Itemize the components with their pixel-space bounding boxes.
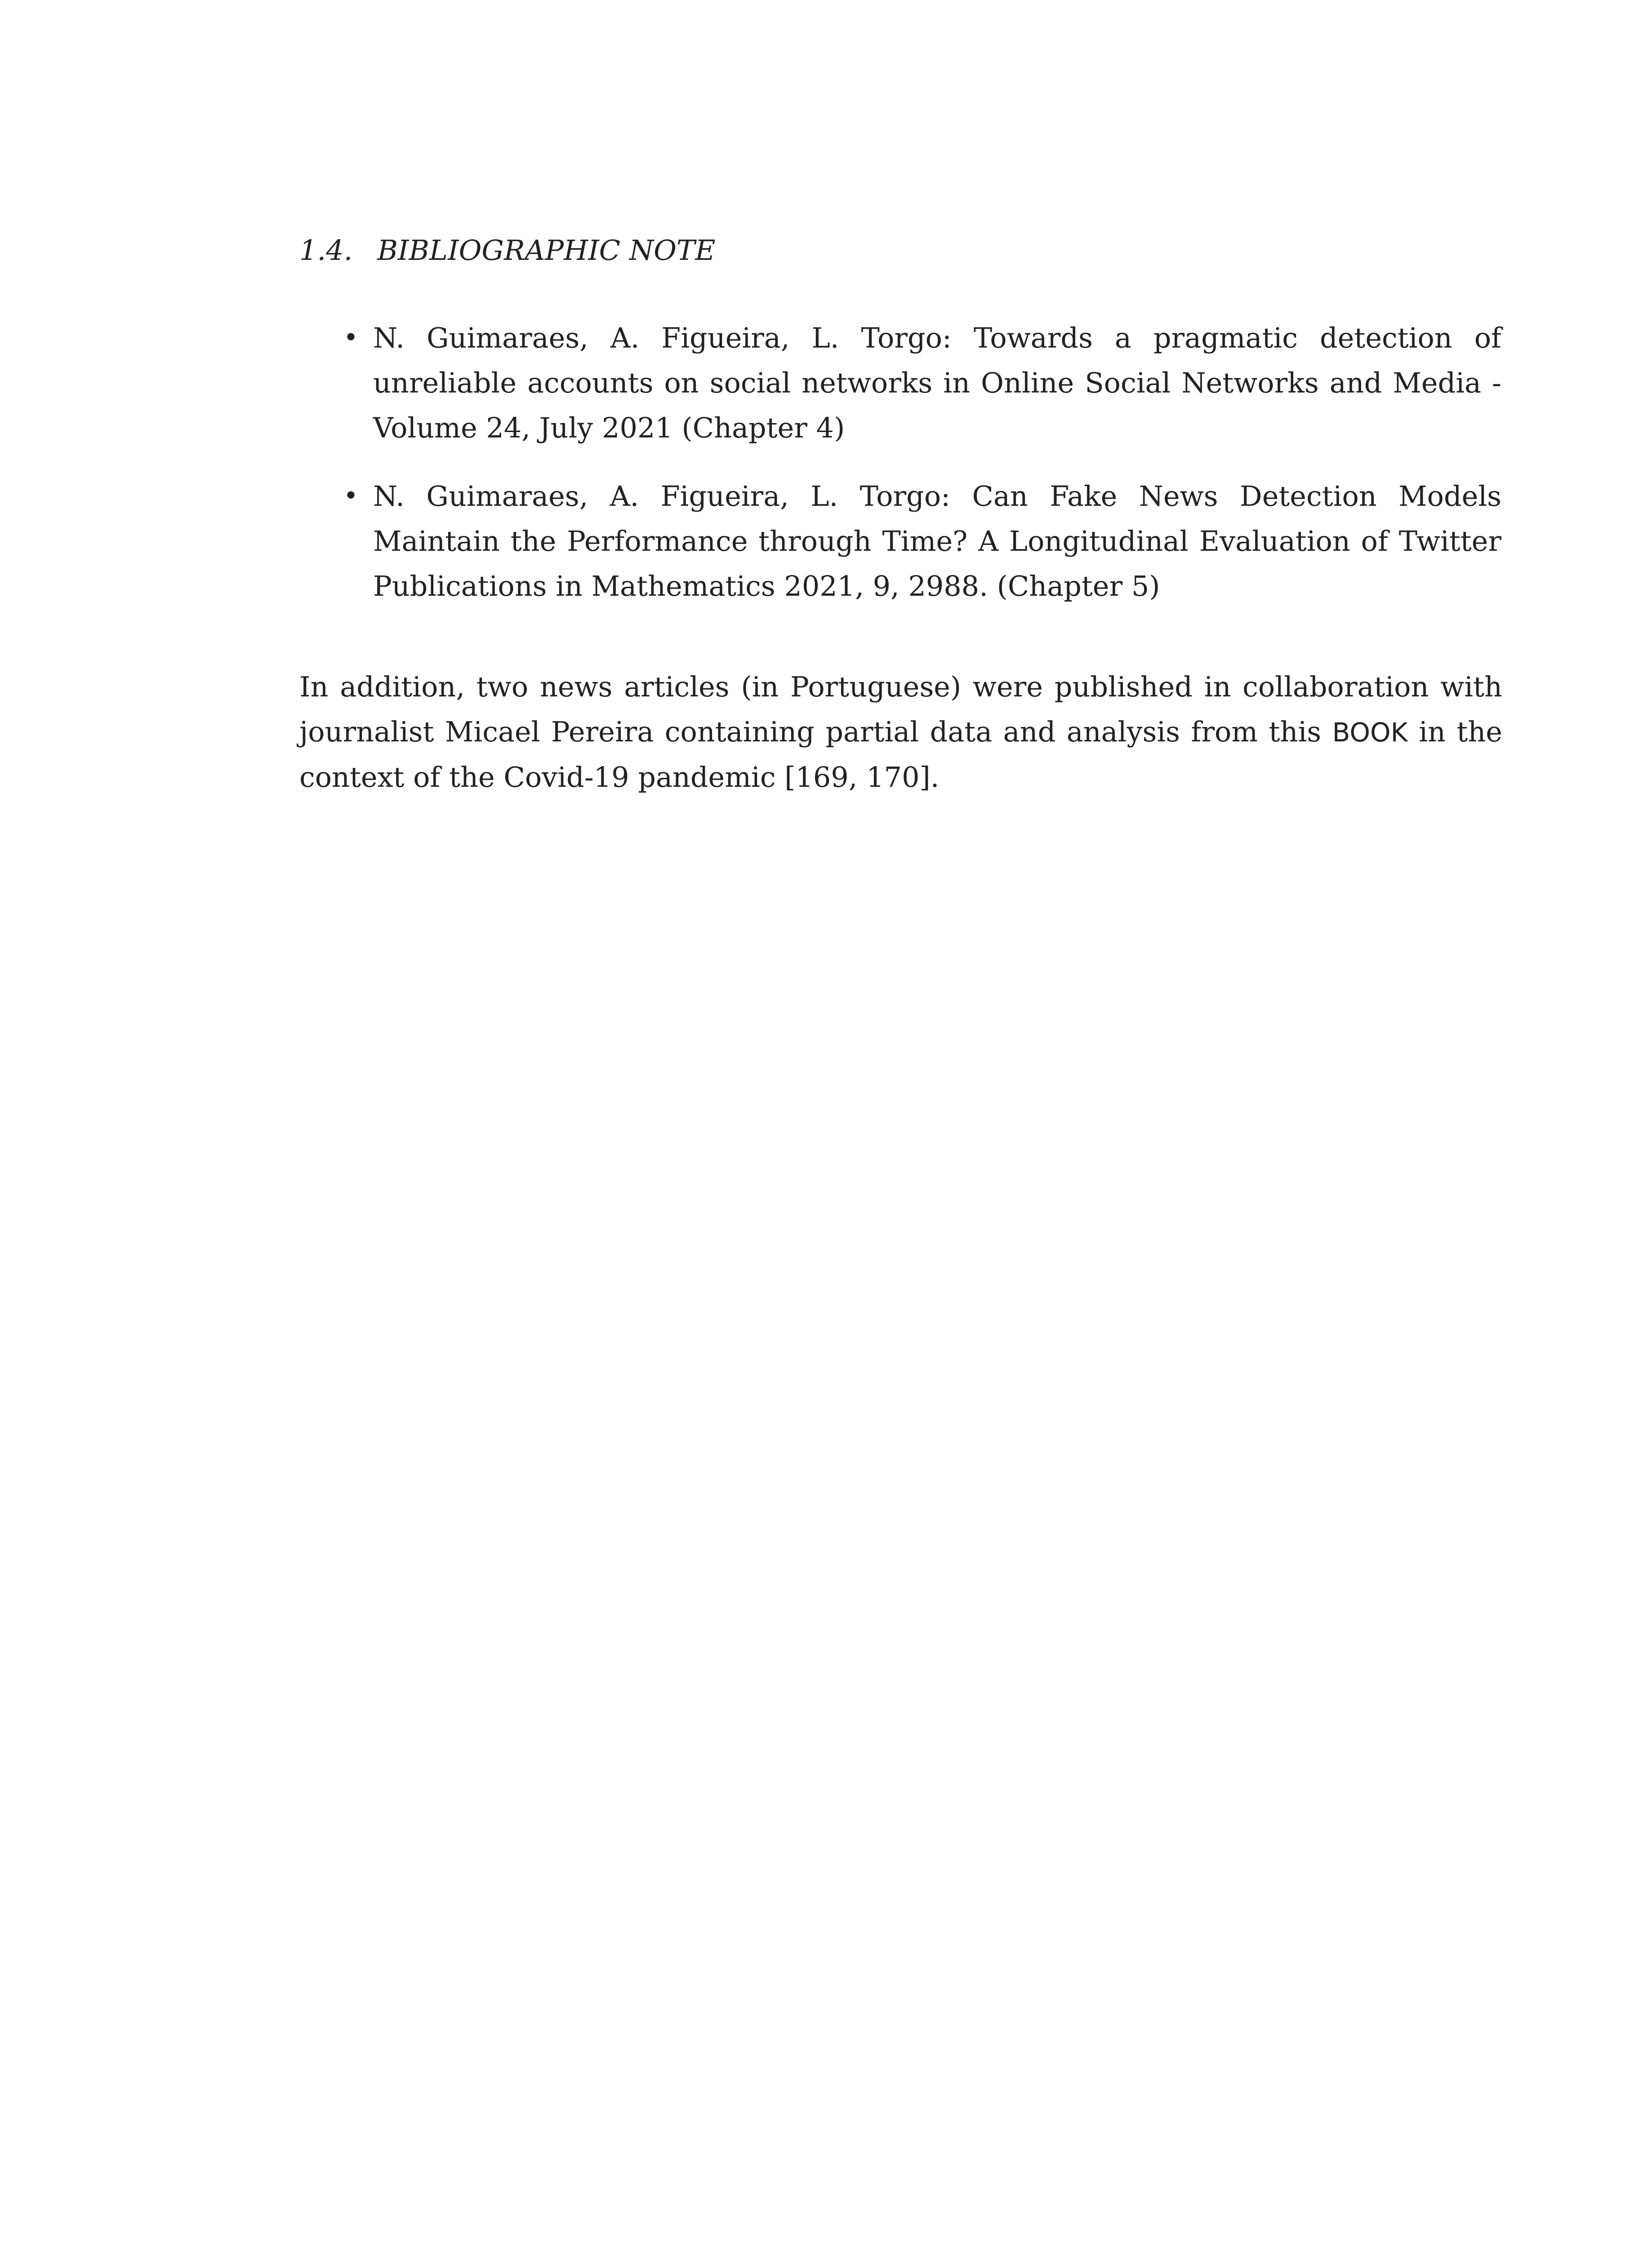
bibliography-list	[343, 316, 1501, 632]
bibliography-item-2	[343, 474, 1501, 609]
bullet-icon: •	[343, 482, 359, 511]
bibliography-item-text: N. Guimaraes, A. Figueira, L. Torgo: Can Fake News Detection Models Maintain the Performance through Time? A Longitudinal Evaluation of Twitter Publications in Mathematics 2021, 9, 2988. (Chapter 5)	[373, 480, 1501, 602]
body-paragraph	[299, 665, 1502, 800]
bibliography-item-1	[343, 316, 1501, 450]
paragraph-text-end: in the context of the Covid-19 pandemic [169, 170].	[299, 715, 1502, 794]
paragraph-text-start: In addition, two news articles (in Portuguese) were published in collaboration with journalist Micael Pereira containing partial data and analysis from this	[299, 670, 1502, 748]
section-number: 1.4.	[299, 234, 353, 267]
bullet-icon: •	[343, 323, 359, 352]
paragraph-keyword: BOOK	[1332, 717, 1408, 748]
running-header	[299, 230, 716, 271]
section-title: BIBLIOGRAPHIC NOTE	[377, 234, 716, 267]
bibliography-item-text: N. Guimaraes, A. Figueira, L. Torgo: Towards a pragmatic detection of unreliable accounts on social networks in Online Social Networks and Media - Volume 24, July 2021 (Chapter 4)	[373, 321, 1501, 444]
